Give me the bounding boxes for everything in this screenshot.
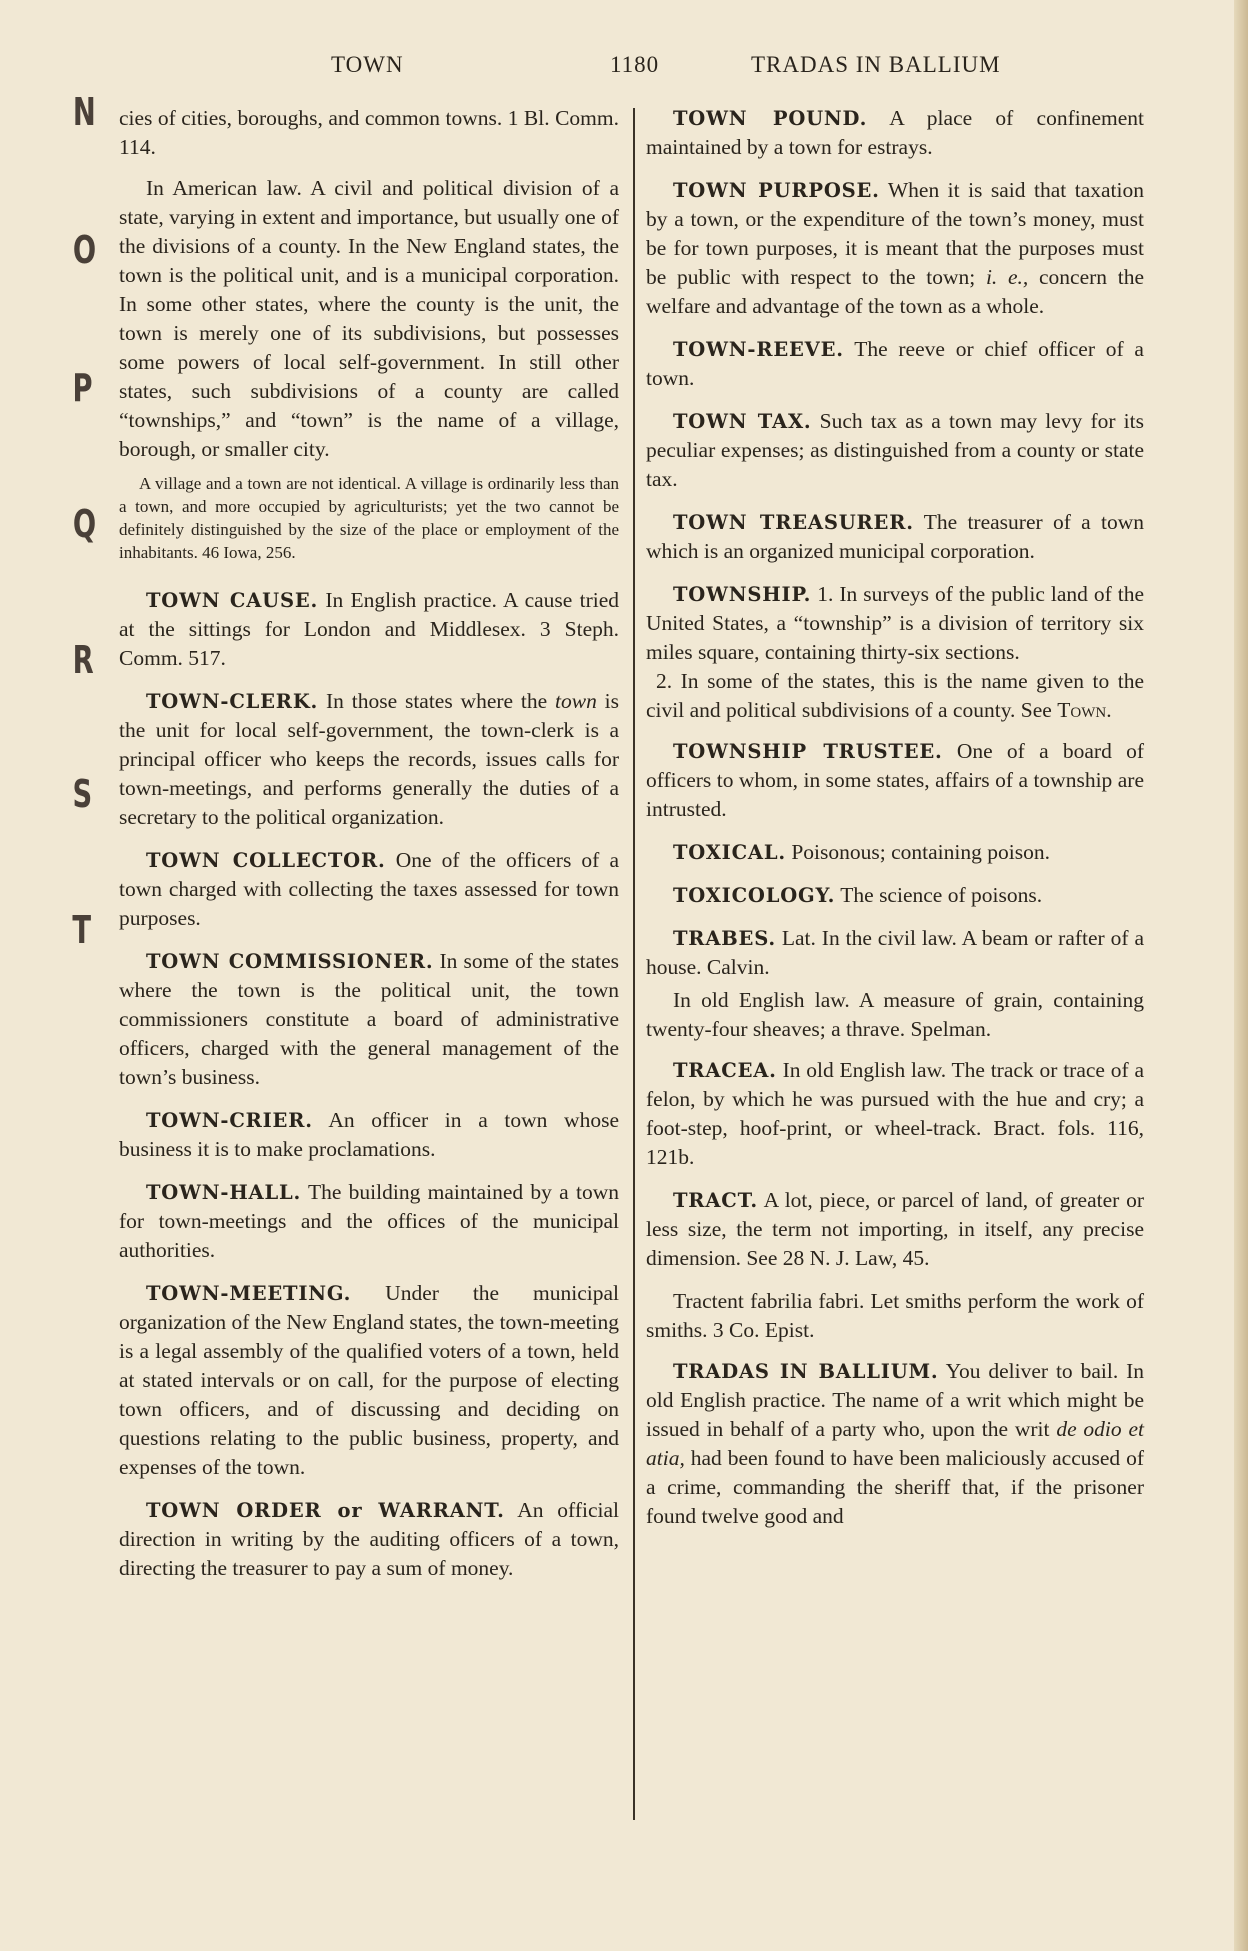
- entry-town-cause: [119, 586, 619, 673]
- entry-toxicology: [646, 881, 1144, 910]
- entry-town-order: [119, 1496, 619, 1583]
- entry-town-purpose: [646, 176, 1144, 321]
- thumb-letter-t[interactable]: T: [72, 908, 91, 952]
- entry-headword: TOXICOLOGY.: [673, 884, 836, 907]
- entry-township-trustee: [646, 737, 1144, 824]
- thumb-letter-s[interactable]: S: [72, 772, 93, 816]
- entry-headword: TOWN TREASURER.: [673, 511, 914, 534]
- entry-town-collector: [119, 846, 619, 933]
- entry-headword: TOWN-HALL.: [146, 1181, 302, 1204]
- entry-text: The science of poisons.: [840, 883, 1043, 907]
- entry-headword: TOWN-MEETING.: [146, 1282, 352, 1305]
- entry-headword: TOWN POUND.: [673, 107, 868, 130]
- entry-italic: town: [555, 689, 597, 713]
- entry-tract: [646, 1186, 1144, 1273]
- entry-headword: TOWN COLLECTOR.: [146, 849, 386, 872]
- entry-italic: de odio et atia,: [646, 1417, 1144, 1470]
- header-left-word: TOWN: [331, 52, 404, 77]
- entry-headword: TOWN-REEVE.: [673, 338, 844, 361]
- entry-text: A lot, piece, or parcel of land, of greater or less size, the term not importing, in itself, any precise dimension. See 28 N. J. Law, 45.: [646, 1188, 1144, 1270]
- thumb-letter-n[interactable]: N: [72, 90, 96, 134]
- entry-headword: TRABES.: [673, 927, 776, 950]
- entry-town-crier: [119, 1106, 619, 1164]
- entry-text-pre: 2. In some of the states, this is the name given to the civil and political subdivisions of a county. See: [646, 669, 1144, 722]
- entry-headword: TOWN TAX.: [673, 410, 812, 433]
- entry-text: One of a board of officers to whom, in some states, affairs of a township are intrusted.: [646, 739, 1144, 821]
- page-edge: [1234, 0, 1248, 1951]
- entry-township: [646, 580, 1144, 667]
- thumb-letter-q[interactable]: Q: [72, 502, 97, 546]
- entry-trabes: [646, 924, 1144, 982]
- cross-reference-link[interactable]: Town.: [1057, 698, 1112, 722]
- entry-italic: i. e.,: [985, 265, 1029, 289]
- entry-text: The building maintained by a town for town-meetings and the offices of the municipal authorities.: [119, 1180, 619, 1262]
- entry-headword: TOWN PURPOSE.: [673, 179, 880, 202]
- thumb-letter-r[interactable]: R: [72, 638, 94, 682]
- entry-text: Poisonous; containing poison.: [791, 840, 1050, 864]
- entry-headword: TOWN ORDER or WARRANT.: [146, 1499, 505, 1522]
- thumb-letter-o[interactable]: O: [72, 228, 97, 272]
- entry-headword: TOWN COMMISSIONER.: [146, 950, 434, 973]
- entry-town-reeve: [646, 335, 1144, 393]
- entry-tradas-in-ballium: [646, 1357, 1144, 1531]
- entry-town-treasurer: [646, 508, 1144, 566]
- entry-text: concern the welfare and advantage of the town as a whole.: [646, 265, 1144, 318]
- entry-text: An officer in a town whose business it is to make proclamations.: [119, 1108, 619, 1161]
- american-law-text: In American law. A civil and political division of a state, varying in extent and importance, but usually one of the divisions of a county. In the New England states, the town is the political unit, and is a municipal corporation. In some other states, where the county is the unit, the town is merely one of its subdivisions, but possesses some powers of local self-government. In still other states, such subdivisions of a county are called “townships,” and “town” is the name of a village, borough, or smaller city.: [119, 176, 619, 461]
- entry-text: In English practice. A cause tried at the sittings for London and Middlesex. 3 Steph. Comm. 517.: [119, 588, 619, 670]
- entry-text: In old English law. The track or trace of a felon, by which he was pursued with the hue and cry; a foot-step, hoof-print, or wheel-track. Bract. fols. 116, 121b.: [646, 1058, 1145, 1169]
- entry-headword: TRACEA.: [673, 1059, 777, 1082]
- entry-headword: TOWN-CRIER.: [146, 1109, 313, 1132]
- entry-headword: TOWNSHIP.: [673, 583, 812, 606]
- entry-text: Such tax as a town may levy for its peculiar expenses; as distinguished from a county or state tax.: [646, 409, 1144, 491]
- entry-town-commissioner: [119, 947, 619, 1092]
- header-right-word: TRADAS IN BALLIUM: [751, 52, 1001, 77]
- entry-text: In some of the states where the town is the political unit, the town commissioners constitute a board of administrative officers, charged with the general management of the town’s business.: [119, 949, 620, 1089]
- running-head: [0, 48, 1248, 88]
- entry-tracea: [646, 1056, 1144, 1172]
- thumb-index: [62, 90, 112, 970]
- entry-text: Lat. In the civil law. A beam or rafter of a house. Calvin.: [646, 926, 1144, 979]
- entry-text: The treasurer of a town which is an organized municipal corporation.: [646, 510, 1144, 563]
- entry-headword: TRADAS IN BALLIUM.: [673, 1360, 939, 1383]
- entry-text-pre: You deliver to bail. In old English practice. The name of a writ which might be issued in behalf of a party who, upon the writ: [646, 1359, 1144, 1441]
- entry-headword: TOXICAL.: [673, 841, 786, 864]
- continuation-text: cies of cities, boroughs, and common towns. 1 Bl. Comm. 114.: [119, 106, 619, 159]
- column-divider: [633, 108, 635, 1820]
- entry-text: Under the municipal organization of the New England states, the town-meeting is a legal assembly of the qualified voters of a town, held at stated intervals or on call, for the purpose of electing town officers, and of discussing and deciding on questions relating to the public business, property, and expenses of the town.: [119, 1281, 620, 1479]
- entry-text-pre: When it is said that taxation by a town, or the expenditure of the town’s money, must be for town purposes, it is meant that the purposes must be public with respect to the town;: [646, 178, 1144, 289]
- entry-town-hall: [119, 1178, 619, 1265]
- entry-headword: TRACT.: [673, 1189, 758, 1212]
- entry-text-pre: In those states where the: [326, 689, 555, 713]
- entry-headword: TOWN-CLERK.: [146, 690, 319, 713]
- entry-text: An official direction in writing by the auditing officers of a town, directing the treasurer to pay a sum of money.: [119, 1498, 619, 1580]
- entry-text: is the unit for local self-government, the town-clerk is a principal officer who keeps the records, issues calls for town-meetings, and performs generally the duties of a secretary to the political organization.: [119, 689, 619, 829]
- entry-town-meeting: [119, 1279, 619, 1482]
- thumb-letter-p[interactable]: P: [72, 366, 93, 410]
- entry-town-pound: [646, 104, 1144, 162]
- right-column: [646, 104, 1144, 1545]
- trabes-sense-2: In old English law. A measure of grain, containing twenty-four sheaves; a thrave. Spelman.: [646, 988, 1144, 1041]
- township-sense-2: [646, 667, 1144, 725]
- entry-text: A place of confinement maintained by a town for estrays.: [646, 106, 1144, 159]
- left-column: [119, 104, 619, 1597]
- note-text: A village and a town are not identical. A village is ordinarily less than a town, and more occupied by agriculturists; yet the two cannot be definitely distinguished by the size of the place or employment of the inhabitants. 46 Iowa, 256.: [119, 474, 619, 562]
- entry-town-tax: [646, 407, 1144, 494]
- entry-headword: TOWNSHIP TRUSTEE.: [673, 740, 943, 763]
- page-number: 1180: [610, 52, 660, 77]
- entry-toxical: [646, 838, 1144, 867]
- entry-town-clerk: [119, 687, 619, 832]
- entry-text: One of the officers of a town charged with collecting the taxes assessed for town purposes.: [119, 848, 620, 930]
- entry-text: The reeve or chief officer of a town.: [646, 337, 1144, 390]
- maxim-tractent: Tractent fabrilia fabri. Let smiths perform the work of smiths. 3 Co. Epist.: [646, 1289, 1144, 1342]
- entry-headword: TOWN CAUSE.: [146, 589, 319, 612]
- entry-text: 1. In surveys of the public land of the United States, a “township” is a division of territory six miles square, containing thirty-six sections.: [646, 582, 1145, 664]
- entry-text: had been found to have been maliciously accused of a crime, commanding the sheriff that, if the prisoner found twelve good and: [646, 1446, 1144, 1528]
